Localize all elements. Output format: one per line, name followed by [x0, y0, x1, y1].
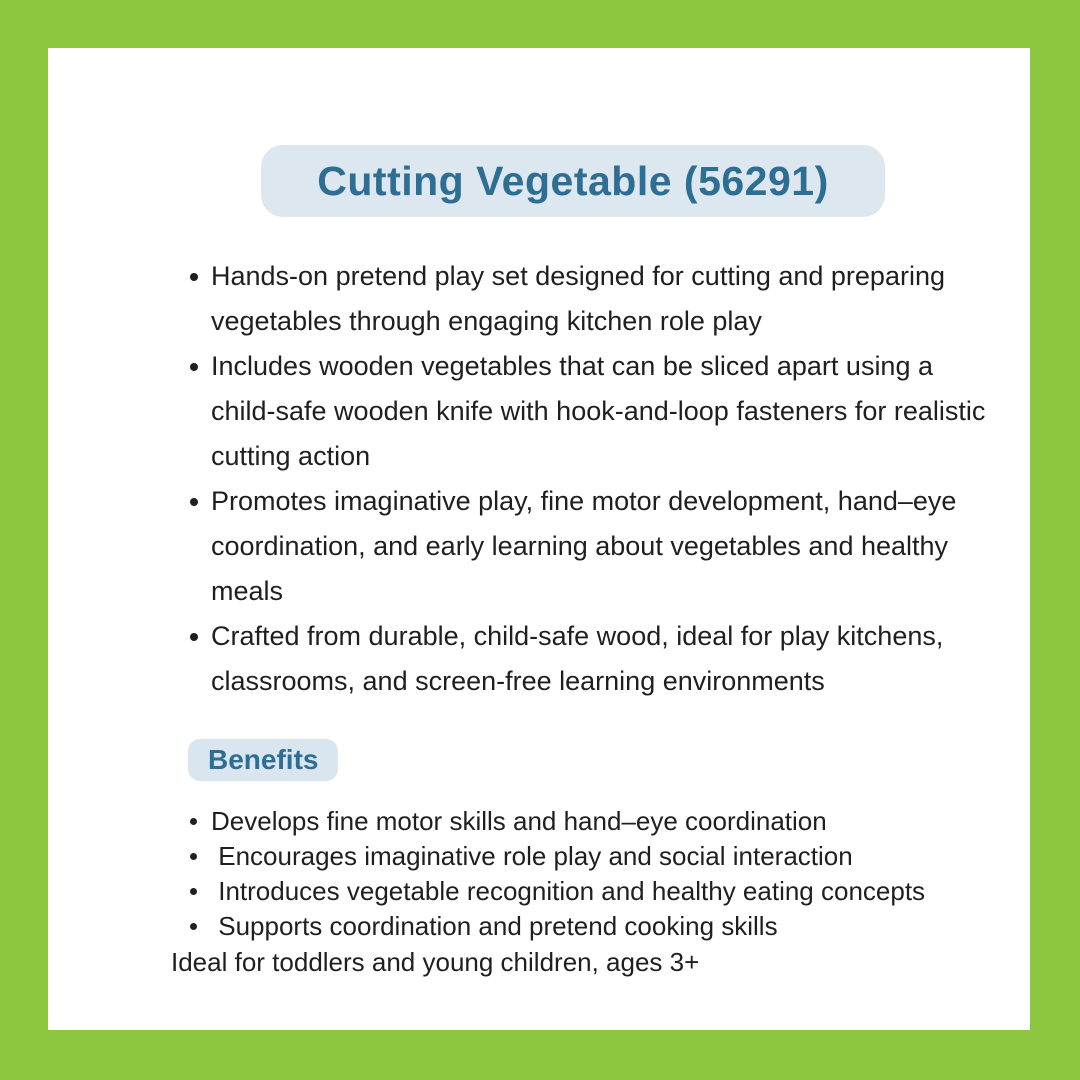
benefits-list-item: Supports coordination and pretend cooking skills [190, 909, 1030, 944]
product-title: Cutting Vegetable (56291) [317, 157, 829, 204]
description-list-item: Promotes imaginative play, fine motor development, hand–eye coordination, and early learning about vegetables and healthy meals [190, 479, 990, 614]
description-list-item: Crafted from durable, child-safe wood, ideal for play kitchens, classrooms, and screen-free learning environments [190, 614, 990, 704]
description-list [190, 254, 993, 704]
benefits-list-item: Develops fine motor skills and hand–eye coordination [190, 804, 1030, 839]
benefits-list [190, 804, 1030, 944]
benefits-heading: Benefits [208, 744, 319, 775]
age-recommendation-note: Ideal for toddlers and young children, ages 3+ [171, 947, 700, 977]
description-list-item: Includes wooden vegetables that can be sliced apart using a child-safe wooden knife with hook-and-loop fasteners for realistic cutting action [190, 344, 990, 479]
benefits-list-item: Introduces vegetable recognition and healthy eating concepts [190, 874, 1030, 909]
benefits-heading-pill [188, 739, 338, 781]
benefits-list-item: Encourages imaginative role play and social interaction [190, 839, 1030, 874]
description-list-item: Hands-on pretend play set designed for cutting and preparing vegetables through engaging kitchen role play [190, 254, 990, 344]
product-card [48, 48, 1030, 1030]
product-title-pill [261, 145, 885, 217]
